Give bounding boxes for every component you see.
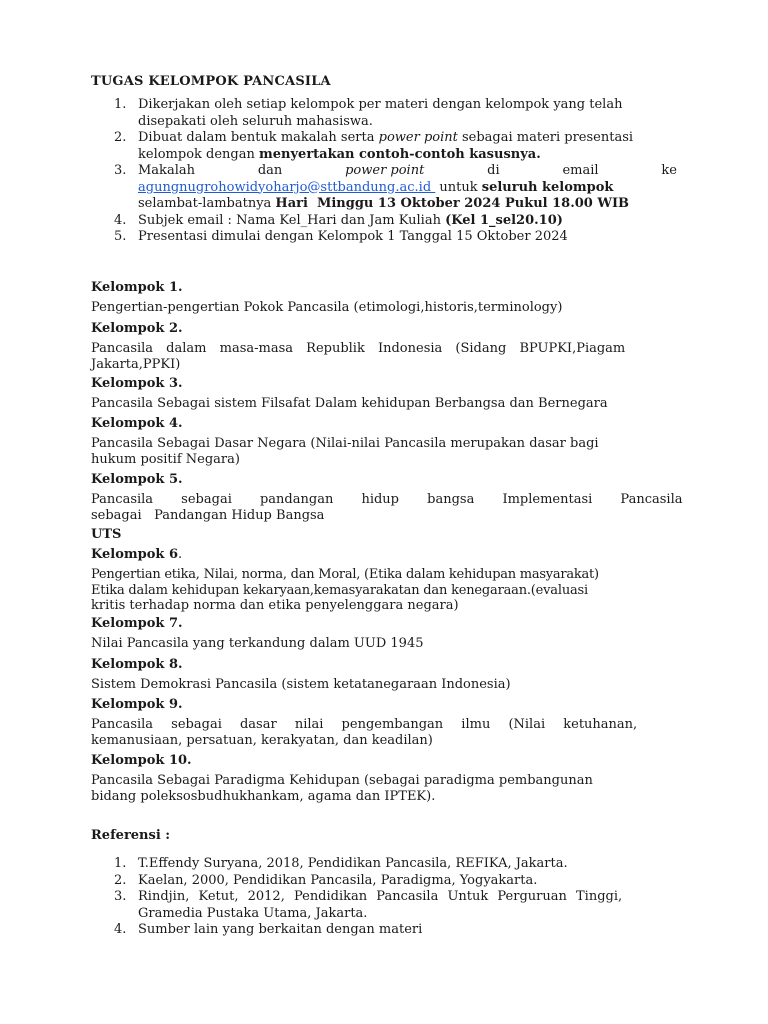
description-line: bidang poleksosbudhukhankam, agama dan IPTEK). — [91, 788, 436, 804]
description-line: Pengertian-pengertian Pokok Pancasila (etimologi,historis,terminology) — [91, 300, 563, 315]
email-link[interactable]: agungnugrohowidyoharjo@sttbandung.ac.id — [138, 179, 436, 195]
description-line: Pancasila Sebagai Dasar Negara (Nilai-nilai Pancasila merupakan dasar bagi — [91, 436, 599, 451]
description-line: kritis terhadap norma dan etika penyelenggara negara) — [91, 598, 459, 613]
group-description — [91, 341, 677, 372]
list-number: 1. — [114, 856, 127, 871]
uts-label: UTS — [91, 527, 122, 542]
group-8 — [91, 656, 677, 693]
group-heading: Kelompok 2. — [91, 321, 183, 336]
text-run: email — [562, 163, 599, 178]
instruction-text: Presentasi dimulai dengan Kelompok 1 Tanggal 15 Oktober 2024 — [138, 229, 568, 244]
description-line: Pancasila Sebagai Paradigma Kehidupan (sebagai paradigma pembangunan — [91, 773, 593, 788]
group-10 — [91, 752, 677, 804]
list-number: 3. — [114, 889, 127, 904]
text-run: selambat-lambatnya — [138, 196, 276, 211]
description-line: Etika dalam kehidupan kekaryaan,kemasyarakatan dan kenegaraan.(evaluasi — [91, 582, 588, 598]
text-run: untuk — [435, 179, 482, 195]
instruction-item-3 — [91, 163, 677, 213]
description-line: kemanusiaan, persatuan, kerakyatan, dan keadilan) — [91, 732, 433, 748]
group-heading: Kelompok 7. — [91, 616, 183, 631]
instruction-text: Dikerjakan oleh setiap kelompok per materi dengan kelompok yang telah — [138, 97, 623, 112]
description-line: sebagai Pandangan Hidup Bangsa — [91, 507, 325, 523]
reference-text: T.Effendy Suryana, 2018, Pendidikan Pancasila, REFIKA, Jakarta. — [138, 856, 568, 871]
instruction-list — [91, 97, 677, 246]
italic-text: power point — [378, 130, 458, 145]
group-1 — [91, 279, 677, 316]
list-number: 4. — [114, 212, 127, 228]
group-heading: Kelompok 5. — [91, 472, 183, 487]
bold-text: menyertakan contoh-contoh kasusnya. — [259, 146, 541, 162]
instruction-text — [138, 147, 677, 164]
description-line: Nilai Pancasila yang terkandung dalam UUD 1945 — [91, 636, 424, 651]
group-2 — [91, 320, 677, 372]
bold-text: (Kel 1_sel20.10) — [445, 212, 563, 228]
instruction-text: disepakati oleh seluruh mahasiswa. — [138, 113, 373, 129]
text-run: di — [487, 163, 500, 178]
reference-item-2 — [91, 873, 677, 890]
reference-text: Kaelan, 2000, Pendidikan Pancasila, Paradigma, Yogyakarta. — [138, 872, 538, 888]
group-description — [91, 717, 677, 748]
group-heading: Kelompok 8. — [91, 657, 183, 672]
instruction-justified-line — [138, 163, 677, 180]
description-line: Pancasila sebagai pandangan hidup bangsa Implementasi Pancasila — [91, 492, 683, 507]
list-number: 3. — [114, 163, 127, 178]
description-line: Pancasila dalam masa-masa Republik Indonesia (Sidang BPUPKI,Piagam — [91, 341, 626, 356]
group-heading: Kelompok 9. — [91, 697, 183, 712]
reference-item-3 — [91, 889, 677, 922]
group-description — [91, 300, 677, 316]
group-heading: Kelompok 10. — [91, 753, 192, 768]
list-number: 1. — [114, 97, 127, 112]
group-heading-text: Kelompok 6 — [91, 547, 178, 562]
text-run: kelompok dengan — [138, 146, 260, 162]
reference-item-4 — [91, 922, 677, 939]
group-3 — [91, 375, 677, 412]
group-9 — [91, 696, 677, 748]
references-list — [91, 856, 677, 939]
description-line: Pancasila Sebagai sistem Filsafat Dalam kehidupan Berbangsa dan Bernegara — [91, 396, 608, 411]
reference-text: Sumber lain yang berkaitan dengan materi — [138, 922, 423, 937]
group-heading — [91, 546, 677, 563]
text-run: Dibuat dalam bentuk makalah serta — [138, 130, 379, 145]
list-number: 4. — [114, 922, 127, 937]
references-heading: Referensi : — [91, 828, 171, 843]
text-run: sebagai materi presentasi — [457, 130, 634, 145]
description-line: hukum positif Negara) — [91, 451, 240, 467]
description-line: Sistem Demokrasi Pancasila (sistem ketatanegaraan Indonesia) — [91, 677, 511, 692]
description-line: Jakarta,PPKI) — [91, 356, 181, 372]
description-line: Pengertian etika, Nilai, norma, dan Moral, (Etika dalam kehidupan masyarakat) — [91, 567, 599, 582]
group-7 — [91, 615, 677, 652]
group-description — [91, 396, 677, 412]
group-6 — [91, 546, 677, 614]
instruction-item-2 — [91, 130, 677, 163]
group-heading: Kelompok 4. — [91, 416, 183, 431]
list-number: 2. — [114, 130, 127, 145]
group-description — [91, 773, 677, 804]
group-5 — [91, 471, 683, 523]
reference-text: Gramedia Pustaka Utama, Jakarta. — [138, 905, 368, 921]
group-heading: Kelompok 1. — [91, 280, 183, 295]
deadline-text: Hari Minggu 13 Oktober 2024 Pukul 18.00 WIB — [275, 196, 630, 211]
instruction-text — [138, 196, 677, 213]
description-line: Pancasila sebagai dasar nilai pengembangan ilmu (Nilai ketuhanan, — [91, 717, 638, 732]
text-run: dan — [257, 163, 283, 178]
group-4 — [91, 415, 677, 467]
text-run: Makalah — [138, 163, 195, 178]
instruction-text — [138, 180, 677, 197]
italic-text: power point — [345, 163, 425, 178]
bold-text: seluruh kelompok — [481, 179, 614, 195]
instruction-item-4 — [91, 213, 677, 230]
group-description — [91, 492, 683, 523]
reference-item-1 — [91, 856, 677, 873]
group-description — [91, 677, 677, 693]
text-run: Subjek email : Nama Kel_Hari dan Jam Kuliah — [138, 212, 446, 228]
instruction-item-5 — [91, 229, 677, 246]
instruction-item-1 — [91, 97, 677, 130]
document-title: TUGAS KELOMPOK PANCASILA — [91, 74, 331, 89]
group-heading: Kelompok 3. — [91, 376, 183, 391]
group-description — [91, 567, 677, 614]
group-heading-suffix: . — [178, 547, 183, 562]
group-description — [91, 636, 677, 652]
instruction-text — [138, 213, 677, 230]
reference-text: Rindjin, Ketut, 2012, Pendidikan Pancasila Untuk Perguruan Tinggi, — [138, 889, 623, 904]
group-description — [91, 436, 677, 467]
instruction-text — [138, 130, 677, 147]
list-number: 2. — [114, 872, 127, 888]
list-number: 5. — [114, 229, 127, 244]
text-run: ke — [661, 163, 677, 178]
